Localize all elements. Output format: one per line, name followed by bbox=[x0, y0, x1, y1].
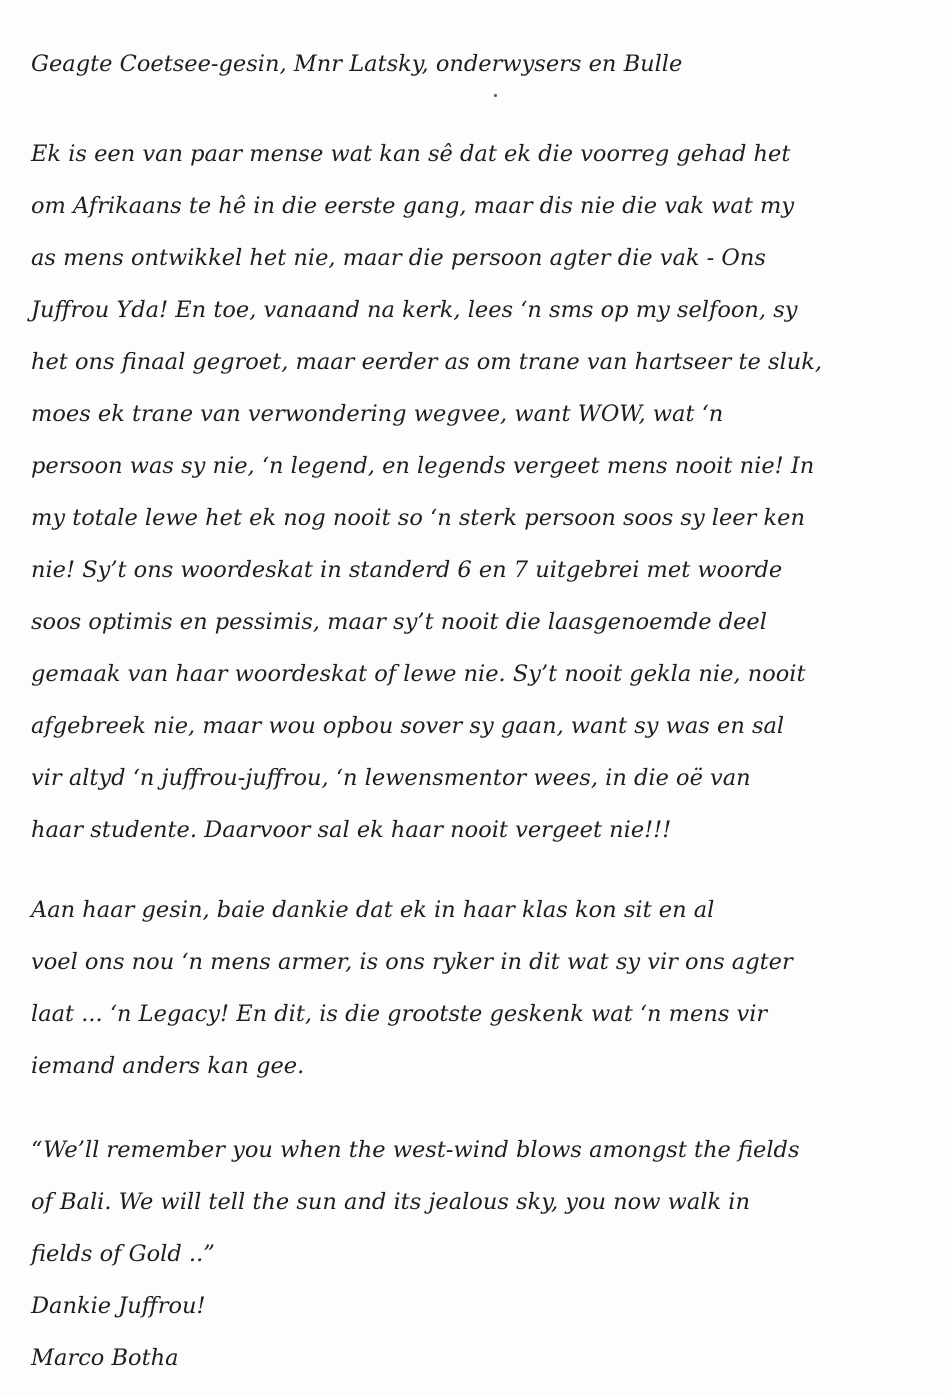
paragraph-line: Ek is een van paar mense wat kan sê dat ek die voorreg gehad het bbox=[31, 141, 791, 167]
paragraph-line: voel ons nou ‘n mens armer, is ons ryker in dit wat sy vir ons agter bbox=[31, 949, 793, 975]
quote-line: “We’ll remember you when the west-wind blows amongst the fields bbox=[31, 1137, 800, 1163]
paragraph-line: moes ek trane van verwondering wegvee, want WOW, wat ‘n bbox=[31, 401, 724, 427]
paragraph-line: haar studente. Daarvoor sal ek haar nooit vergeet nie!!! bbox=[31, 817, 672, 843]
paragraph-line: my totale lewe het ek nog nooit so ‘n sterk persoon soos sy leer ken bbox=[31, 505, 805, 531]
quote-line: fields of Gold ..” bbox=[31, 1241, 215, 1267]
paragraph-line: gemaak van haar woordeskat of lewe nie. Sy’t nooit gekla nie, nooit bbox=[31, 661, 806, 687]
paragraph-line: het ons finaal gegroet, maar eerder as om trane van hartseer te sluk, bbox=[31, 349, 822, 375]
paragraph-line: nie! Sy’t ons woordeskat in standerd 6 en 7 uitgebrei met woorde bbox=[31, 557, 783, 583]
paragraph-line: afgebreek nie, maar wou opbou sover sy gaan, want sy was en sal bbox=[31, 713, 785, 739]
signature: Marco Botha bbox=[31, 1345, 179, 1371]
paragraph-line: Aan haar gesin, baie dankie dat ek in haar klas kon sit en al bbox=[31, 897, 715, 923]
paragraph-line: laat ... ‘n Legacy! En dit, is die grootste geskenk wat ‘n mens vir bbox=[31, 1001, 768, 1027]
paragraph-line: as mens ontwikkel het nie, maar die persoon agter die vak - Ons bbox=[31, 245, 766, 271]
paragraph-line: Juffrou Yda! En toe, vanaand na kerk, lees ‘n sms op my selfoon, sy bbox=[31, 297, 798, 323]
closing-line: Dankie Juffrou! bbox=[31, 1293, 206, 1319]
paragraph-line: vir altyd ‘n juffrou-juffrou, ‘n lewensmentor wees, in die oë van bbox=[31, 765, 751, 791]
paper-speck bbox=[494, 94, 497, 97]
paragraph-line: om Afrikaans te hê in die eerste gang, maar dis nie die vak wat my bbox=[31, 193, 795, 219]
paragraph-line: soos optimis en pessimis, maar sy’t nooit die laasgenoemde deel bbox=[31, 609, 767, 635]
paragraph-line: iemand anders kan gee. bbox=[31, 1053, 305, 1079]
paragraph-line: persoon was sy nie, ‘n legend, en legends vergeet mens nooit nie! In bbox=[31, 453, 815, 479]
salutation: Geagte Coetsee-gesin, Mnr Latsky, onderwysers en Bulle bbox=[31, 51, 683, 77]
quote-line: of Bali. We will tell the sun and its jealous sky, you now walk in bbox=[31, 1189, 750, 1215]
